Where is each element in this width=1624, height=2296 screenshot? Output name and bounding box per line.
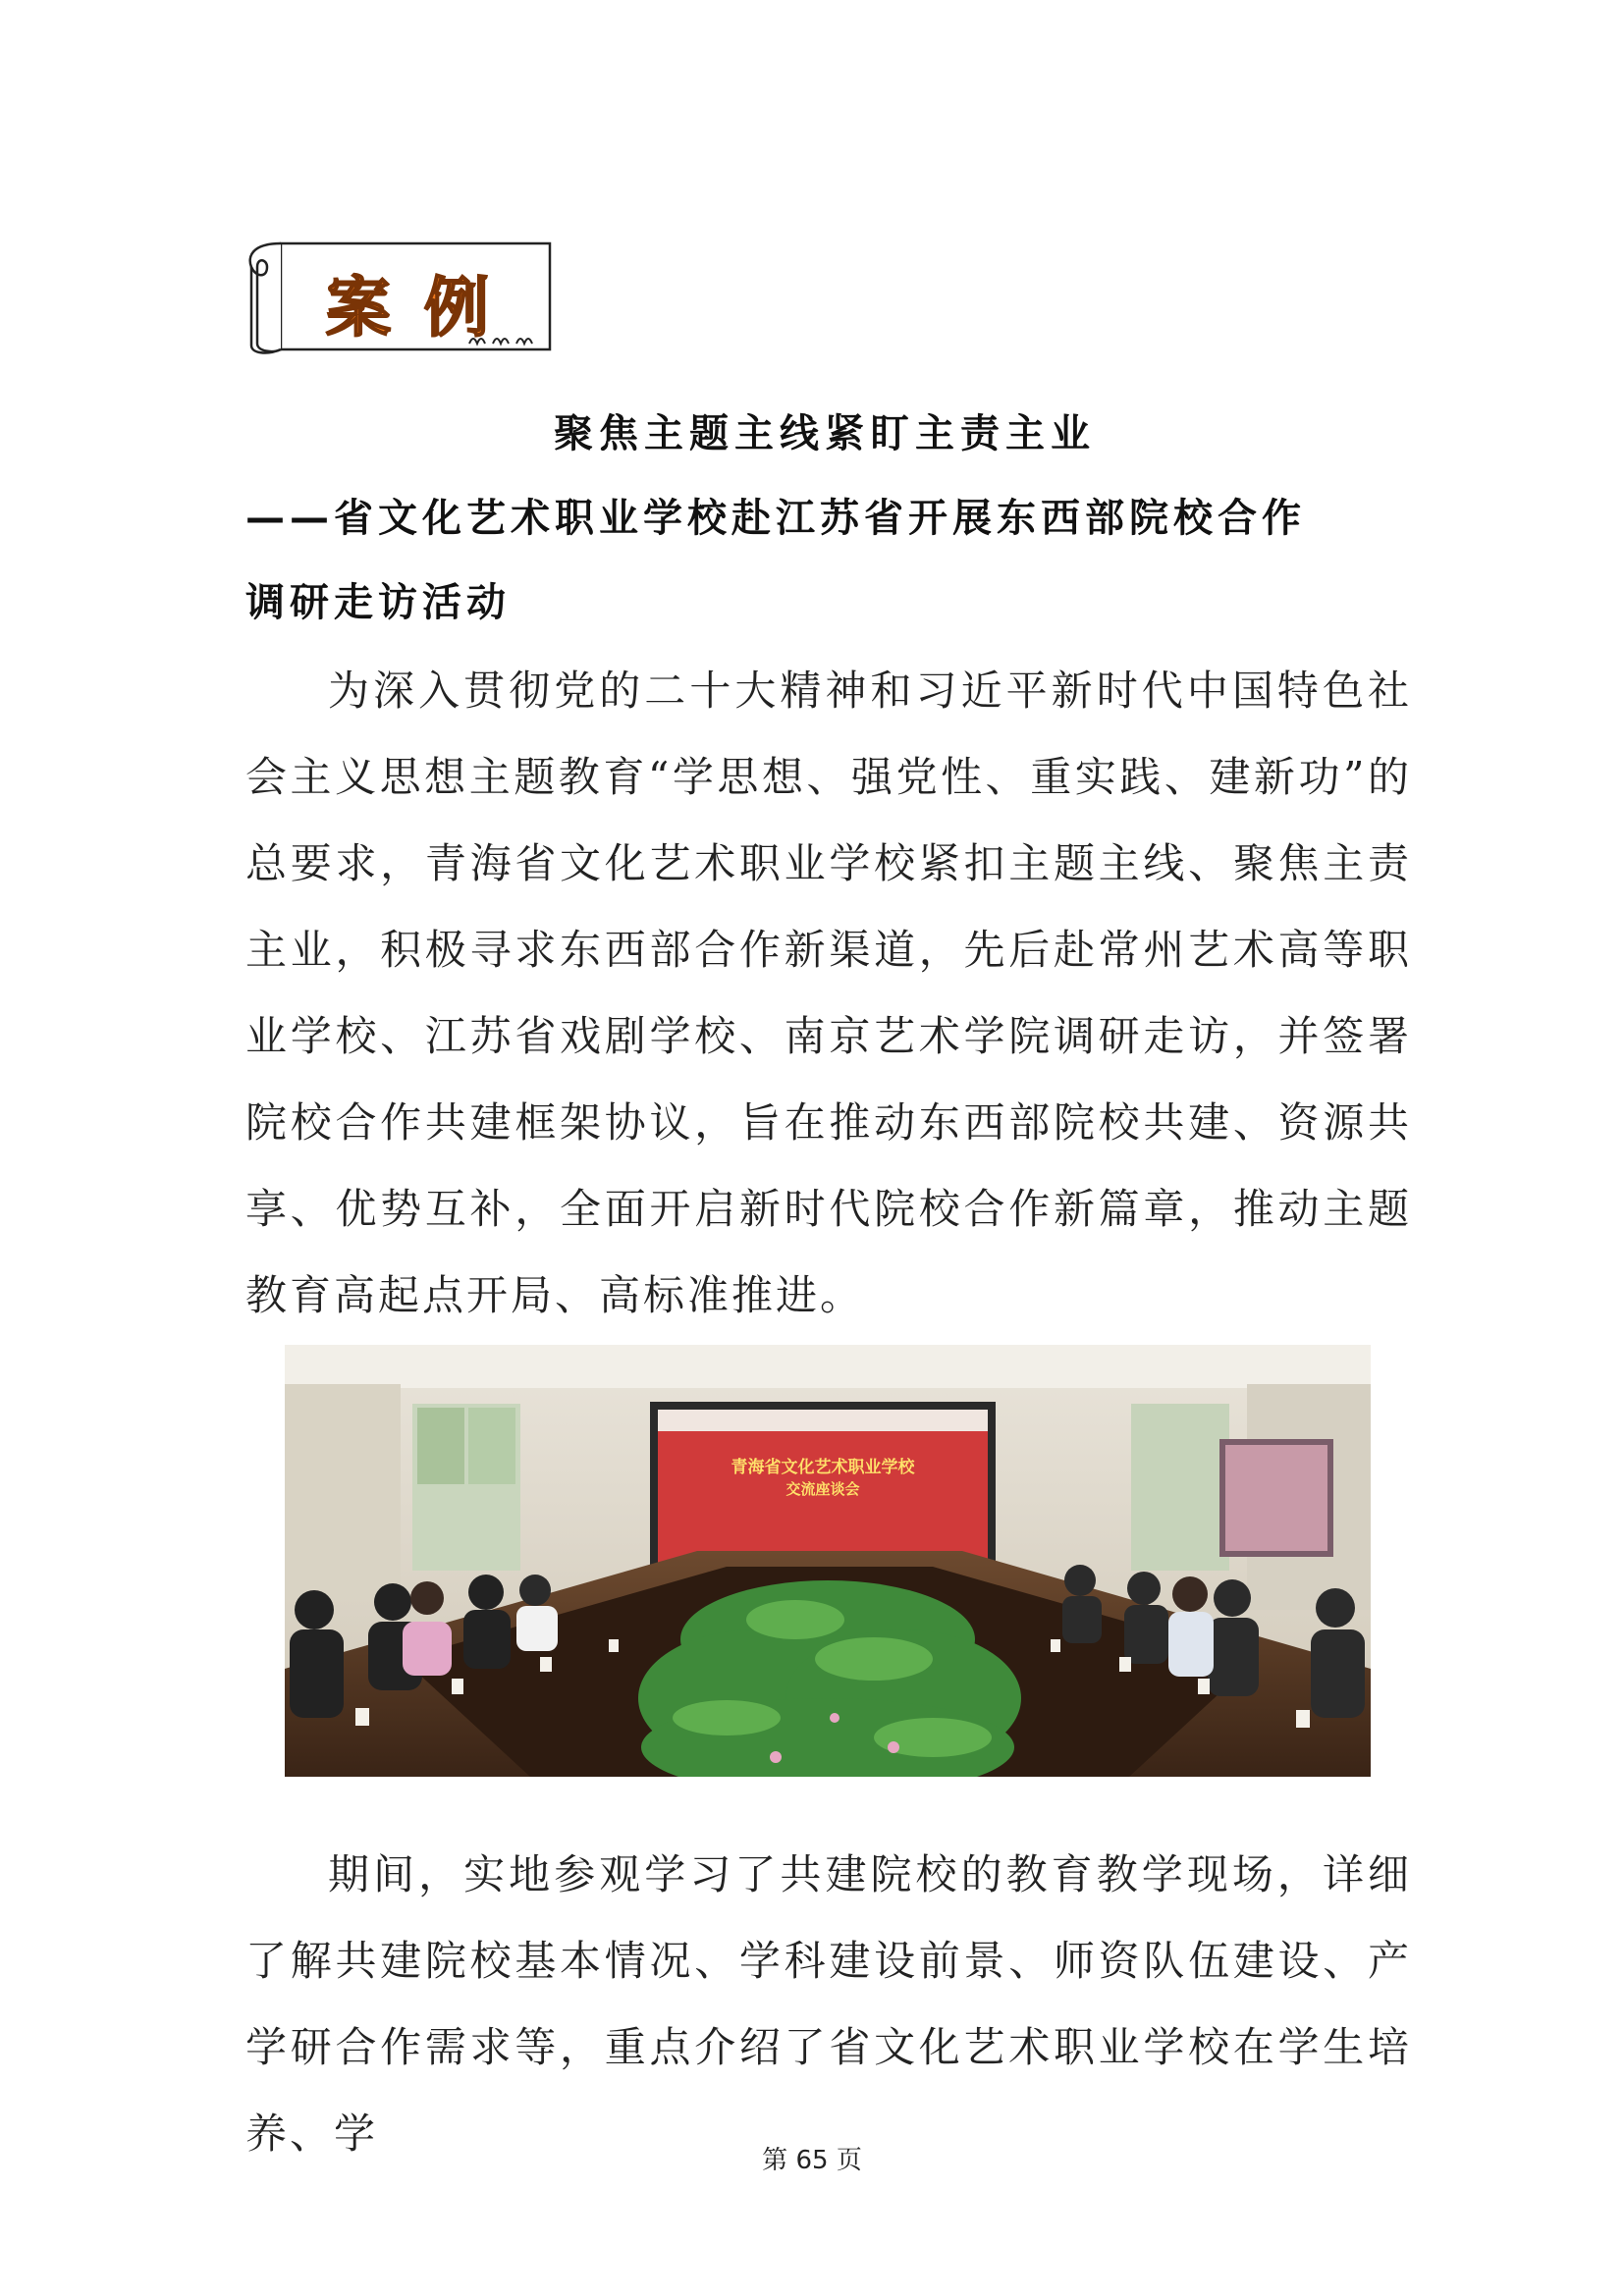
article-subtitle: ——省文化艺术职业学校赴江苏省开展东西部院校合作 [245, 496, 1306, 541]
paragraph-visit: 期间，实地参观学习了共建院校的教育教学现场，详细了解共建院校基本情况、学科建设前景、师资队伍建设、产学研合作需求等，重点介绍了省文化艺术职业学校在学生培养、学 [245, 1850, 1412, 2158]
case-badge-label: 案例 [326, 270, 522, 346]
page-footer [0, 2140, 1624, 2176]
article-title: 聚焦主题主线紧盯主责主业 [554, 411, 1096, 456]
page-number: 65 [795, 2146, 829, 2175]
footer-prefix: 第 [762, 2146, 788, 2175]
case-badge [244, 238, 554, 357]
paragraph-intro: 为深入贯彻党的二十大精神和习近平新时代中国特色社会主义思想主题教育“学思想、强党性、重实践、建新功”的总要求，青海省文化艺术职业学校紧扣主题主线、聚焦主责主业，积极寻求东西部合作新渠道，先后赴常州艺术高等职业学校、江苏省戏剧学校、南京艺术学院调研走访，并签署院校合作共建框架协议，旨在推动东西部院校共建、资源共享、优势互补，全面开启新时代院校合作新篇章，推动主题教育高起点开局、高标准推进。 [245, 667, 1412, 1319]
screen-title-line1: 青海省文化艺术职业学校 [731, 1458, 915, 1477]
screen-title-line2: 交流座谈会 [785, 1480, 860, 1498]
footer-suffix: 页 [836, 2146, 862, 2175]
article-subtitle-continued: 调研走访活动 [245, 580, 511, 625]
meeting-photo [285, 1345, 1371, 1777]
